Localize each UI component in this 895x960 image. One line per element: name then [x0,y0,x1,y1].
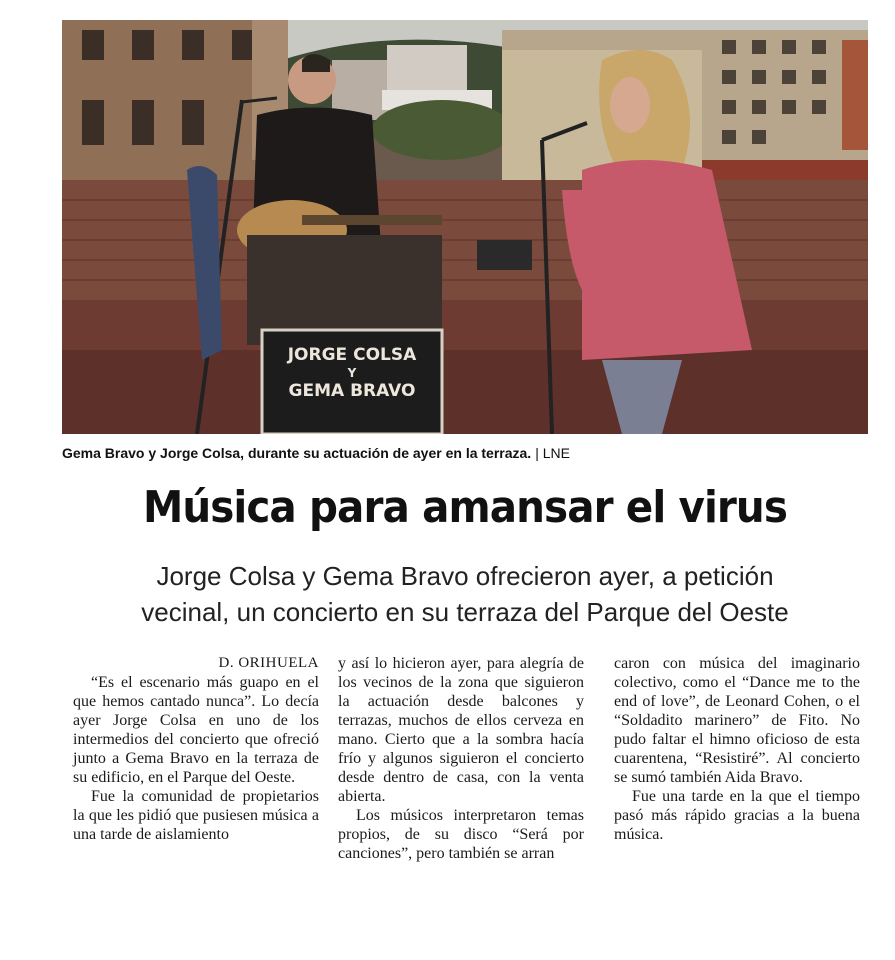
headline: Música para amansar el virus [142,482,788,533]
subtitle [62,558,868,630]
article-column-2 [338,654,584,863]
byline: D. ORIHUELA [218,655,319,671]
article-column-3 [614,654,860,844]
terrace-concert-image [62,20,868,434]
sign-line-2: Y [347,366,357,380]
paragraph: caron con música del imaginario colectivo, como el “Dance me to the end of love”, de Leonard Cohen, o el “Soldadito marinero” de Fito. No pudo faltar el himno oficioso de esta cuarentena, “Resistiré”. Al concierto se sumó también Aida Bravo. [614,655,860,786]
concert-photo [62,20,868,434]
paragraph: “Es el escenario más guapo en el que hemos cantado nunca”. Lo decía ayer Jorge Colsa en uno de los intermedios del concierto que ofreció junto a Gema Bravo en la terraza de su edificio, en el Parque del Oeste. [73,674,319,786]
paragraph: Los músicos interpretaron temas propios, de su disco “Será por canciones”, pero también se arran [338,807,584,862]
caption-text: Gema Bravo y Jorge Colsa, durante su actuación de ayer en la terraza. [62,445,532,461]
article-column-1 [73,654,319,844]
sign-line-3: GEMA BRAVO [288,381,416,401]
subtitle-line-2: vecinal, un concierto en su terraza del Parque del Oeste [141,597,789,627]
photo-caption [62,441,868,465]
sign-line-1: JORGE COLSA [287,345,417,365]
caption-credit: | LNE [535,445,570,461]
paragraph: y así lo hicieron ayer, para alegría de los vecinos de la zona que siguieron la actuación desde balcones y terrazas, muchos de ellos cerveza en mano. Cierto que a la sombra hacía frío y algunos siguieron el concierto desde dentro de casa, con la venta abierta. [338,655,584,805]
band-sign [262,330,442,434]
subtitle-line-1: Jorge Colsa y Gema Bravo ofrecieron ayer, a petición [156,561,774,591]
paragraph: Fue la comunidad de propietarios la que les pidió que pusiesen música a una tarde de aislamiento [73,788,319,843]
paragraph: Fue una tarde en la que el tiempo pasó más rápido gracias a la buena música. [614,788,860,843]
